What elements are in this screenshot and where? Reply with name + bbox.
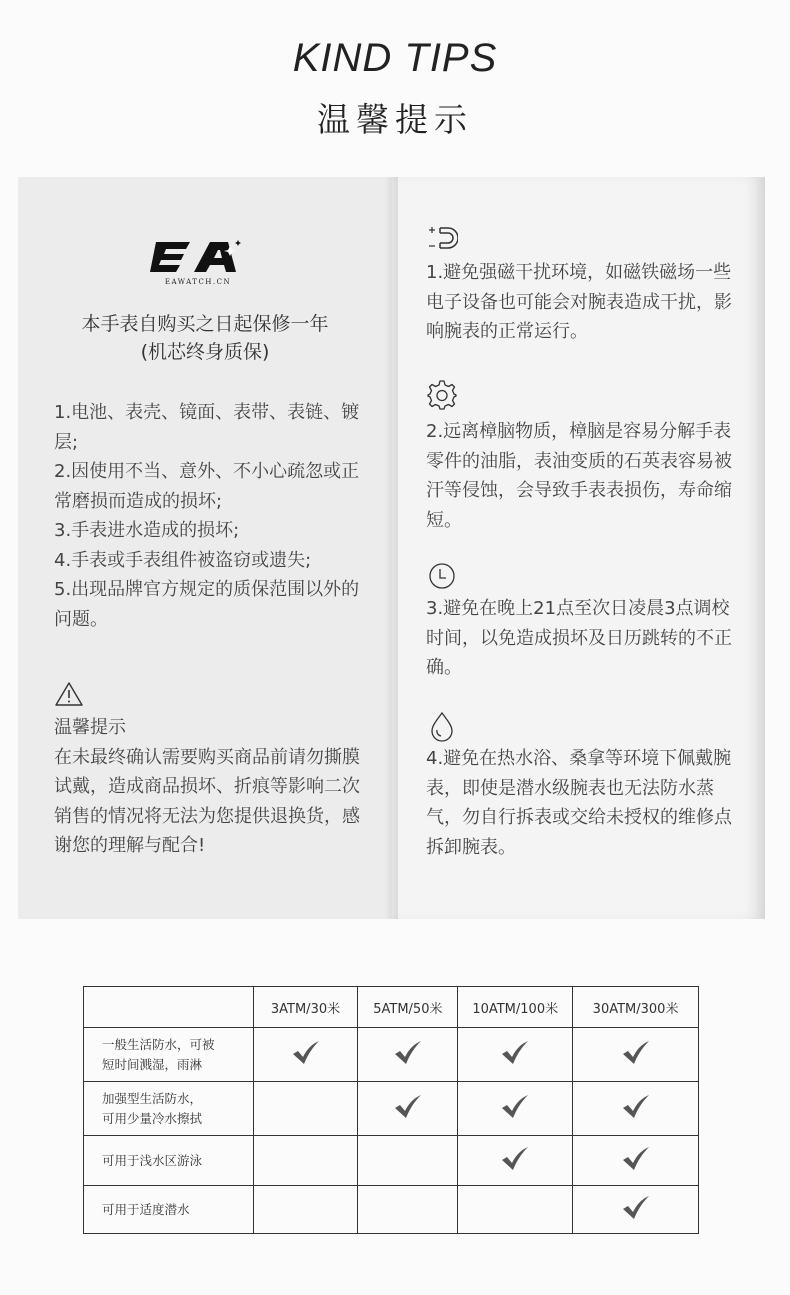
checkmark-icon [393, 1040, 423, 1066]
magnet-icon [426, 222, 458, 254]
warning-icon [54, 681, 84, 707]
table-header-cell: 30ATM/300米 [573, 987, 699, 1028]
tip-text: 4.避免在热水浴、桑拿等环境下佩戴腕表，即使是潜水级腕表也无法防水蒸气，勿自行拆表或交给未授权的维修点拆卸腕表。 [426, 748, 732, 858]
kind-tip [54, 713, 374, 861]
check-cell [458, 1028, 573, 1082]
checkmark-icon [393, 1094, 423, 1120]
warranty-item: 5.出现品牌官方规定的质保范围以外的问题。 [54, 579, 360, 630]
warranty-item: 1.电池、表壳、镜面、表带、表链、镀层; [54, 402, 360, 453]
warranty-title-line1: 本手表自购买之日起保修一年 [81, 313, 329, 335]
table-row [84, 1028, 699, 1082]
table-header-cell: 10ATM/100米 [458, 987, 573, 1028]
table-row [84, 1082, 699, 1136]
checkmark-icon [500, 1040, 530, 1066]
check-cell [573, 1028, 699, 1082]
check-cell [358, 1028, 458, 1082]
row-label [84, 1082, 254, 1136]
checkmark-icon [500, 1094, 530, 1120]
tip-text: 1.避免强磁干扰环境，如磁铁磁场一些电子设备也可能会对腕表造成干扰，影响腕表的正常运行。 [426, 262, 732, 342]
check-cell [573, 1136, 699, 1186]
check-cell [358, 1186, 458, 1234]
checkmark-icon [291, 1040, 321, 1066]
tip-text: 3.避免在晚上21点至次日凌晨3点调校时间，以免造成损坏及日历跳转的不正确。 [426, 598, 732, 678]
row-label [84, 1186, 254, 1234]
warranty-item: 2.因使用不当、意外、不小心疏忽或正常磨损而造成的损坏; [54, 461, 360, 512]
checkmark-icon [621, 1195, 651, 1221]
check-cell [253, 1082, 358, 1136]
warranty-item: 3.手表进水造成的损坏; [54, 520, 240, 541]
warranty-list [54, 398, 374, 634]
table-header-cell: 3ATM/30米 [253, 987, 358, 1028]
checkmark-icon [621, 1094, 651, 1120]
table-header-cell [84, 987, 254, 1028]
table-row [84, 1186, 699, 1234]
kind-tip-text: 在未最终确认需要购买商品前请勿撕膜试戴，造成商品损坏、折痕等影响二次销售的情况将无法为您提供退换货，感谢您的理解与配合! [54, 746, 360, 856]
logo-text: EAWATCH.CN [164, 278, 232, 286]
row-label [84, 1136, 254, 1186]
check-cell [458, 1186, 573, 1234]
warranty-title-line2: (机芯终身质保) [140, 341, 270, 363]
row-label-line: 一般生活防水，可被 [102, 1036, 215, 1052]
check-cell [573, 1186, 699, 1234]
tip-text: 2.远离樟脑物质，樟脑是容易分解手表零件的油脂，表油变质的石英表容易被汗等侵蚀，会导致手表表损伤，寿命缩短。 [426, 421, 732, 531]
checkmark-icon [621, 1146, 651, 1172]
clock-icon [426, 560, 458, 592]
title-en: KIND TIPS [292, 36, 498, 80]
warranty-title [18, 310, 392, 366]
row-label-line: 可用于适度潜水 [102, 1201, 190, 1217]
checkmark-icon [500, 1146, 530, 1172]
row-label [84, 1028, 254, 1082]
check-cell [358, 1136, 458, 1186]
gear-icon [426, 379, 458, 411]
row-label-line: 短时间溅湿，雨淋 [102, 1056, 203, 1072]
table-header-cell: 5ATM/50米 [358, 987, 458, 1028]
table-header-row [84, 987, 699, 1028]
brand-logo [150, 238, 246, 288]
check-cell [358, 1082, 458, 1136]
row-label-line: 可用于浅水区游泳 [102, 1152, 203, 1168]
check-cell [253, 1186, 358, 1234]
check-cell [573, 1082, 699, 1136]
row-label-line: 加强型生活防水， [102, 1090, 203, 1106]
water-drop-icon [426, 710, 458, 742]
checkmark-icon [621, 1040, 651, 1066]
warranty-item: 4.手表或手表组件被盗窃或遗失; [54, 549, 312, 571]
check-cell [253, 1028, 358, 1082]
panel-fold-shadow [384, 177, 398, 919]
check-cell [458, 1136, 573, 1186]
check-cell [253, 1136, 358, 1186]
water-resistance-table [83, 986, 699, 1234]
table-row [84, 1136, 699, 1186]
row-label-line: 可用少量冷水擦拭 [102, 1110, 203, 1126]
kind-tip-heading: 温馨提示 [54, 717, 126, 738]
check-cell [458, 1082, 573, 1136]
header [0, 0, 790, 170]
title-cn: 温馨提示 [317, 100, 473, 139]
